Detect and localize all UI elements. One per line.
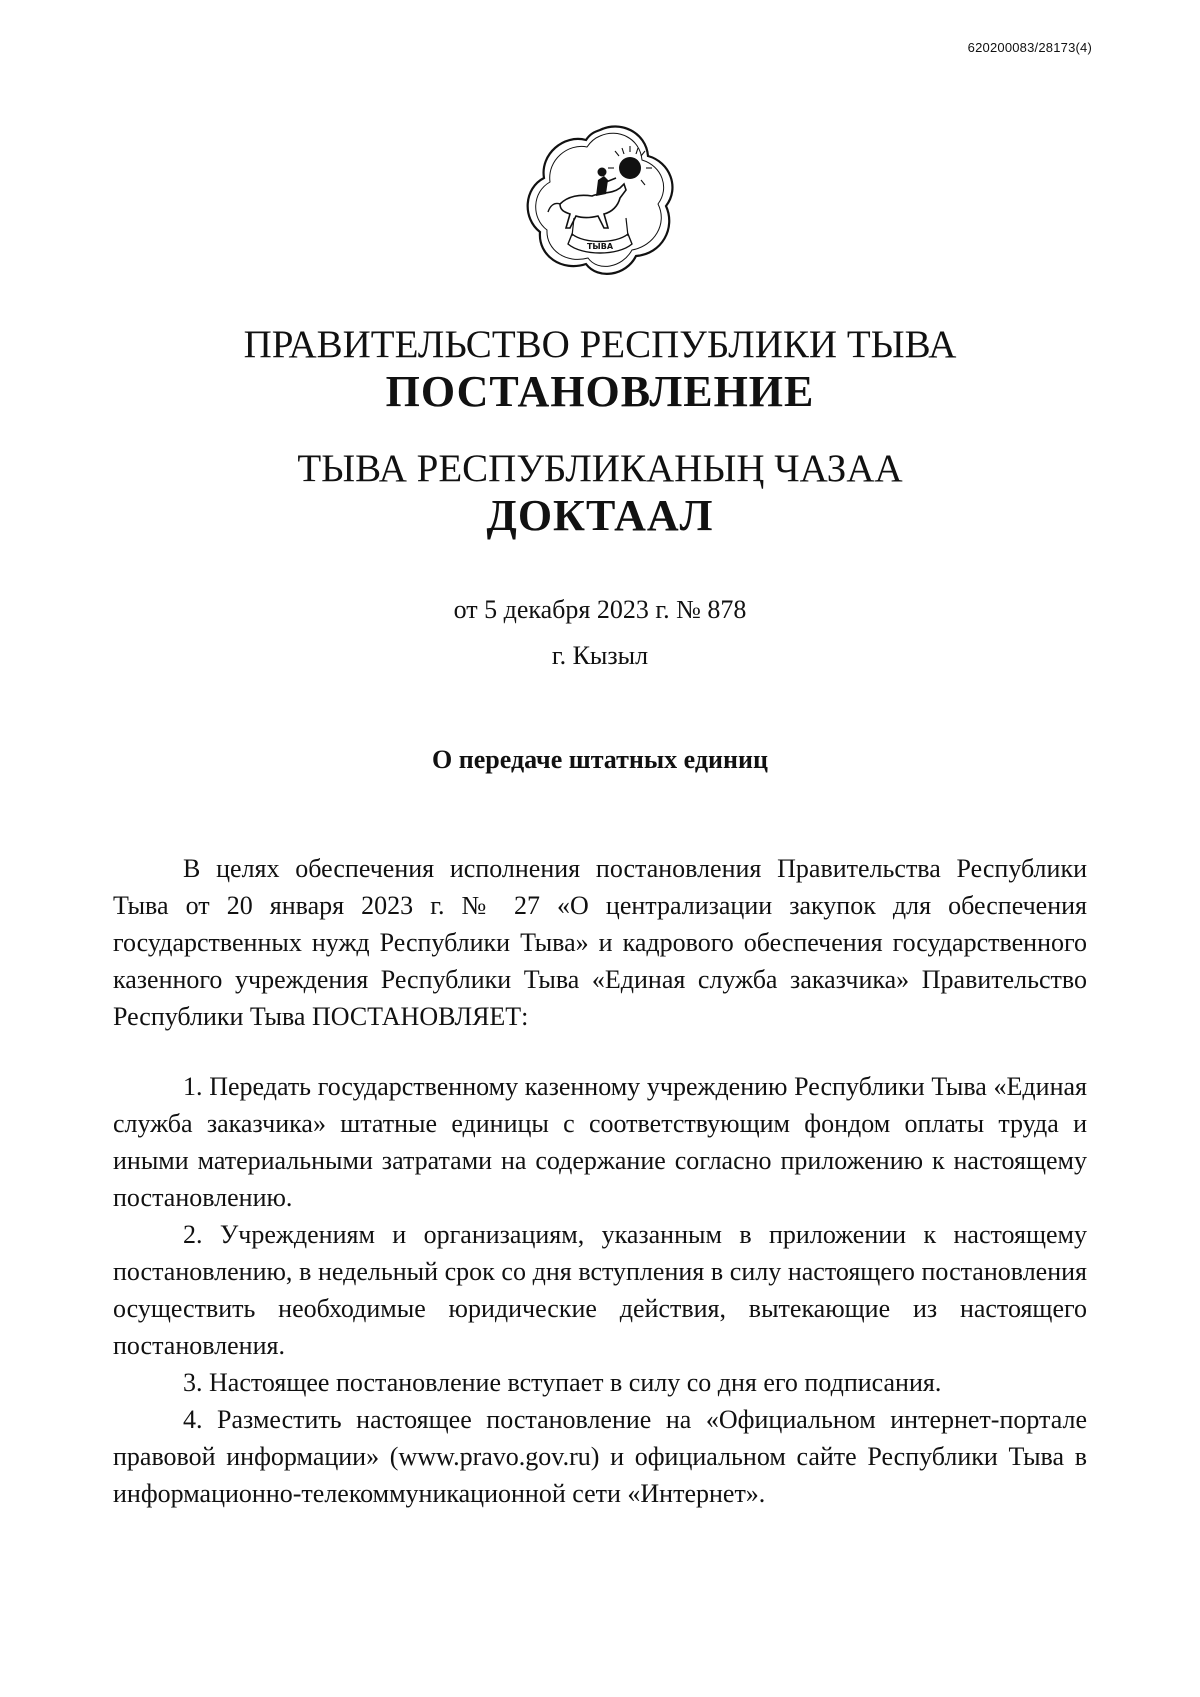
decree-type-title: ПОСТАНОВЛЕНИЕ bbox=[385, 367, 815, 416]
emblem-ribbon-text: ТЫВА bbox=[586, 242, 614, 251]
government-title: ПРАВИТЕЛЬСТВО РЕСПУБЛИКИ ТЫВА bbox=[243, 323, 957, 366]
decree-type-title-tuvan: ДОКТААЛ bbox=[486, 491, 714, 540]
decree-city: г. Кызыл bbox=[551, 641, 649, 670]
decree-item-1: 1. Передать государственному казенному учреждению Республики Тыва «Единая служба заказчика» штатные единицы с соответствующим фондом оплаты труда и иными материальными затратами на содержание согласно приложению к настоящему постановлению. bbox=[113, 1072, 1087, 1212]
document-registration-number: 620200083/28173(4) bbox=[967, 40, 1092, 55]
decree-item-4: 4. Разместить настоящее постановление на «Официальном интернет-портале правовой информации» (www.pravo.gov.ru) и официальном сайте Республики Тыва в информационно-телекоммуникационной сети «Интернет». bbox=[113, 1405, 1087, 1508]
decree-date-number: от 5 декабря 2023 г. № 878 bbox=[453, 595, 747, 624]
decree-item-3: 3. Настоящее постановление вступает в силу со дня его подписания. bbox=[183, 1368, 942, 1397]
document-subject: О передаче штатных единиц bbox=[432, 745, 768, 774]
government-title-tuvan: ТЫВА РЕСПУБЛИКАНЫҢ ЧАЗАА bbox=[297, 447, 903, 490]
preamble-paragraph: В целях обеспечения исполнения постановления Правительства Республики Тыва от 20 января 2023 г. № 27 «О централизации закупок для обеспечения государственных нужд Республики Тыва» и кадрового обеспечения государственного казенного учреждения Республики Тыва «Единая служба заказчика» Правительство Республики Тыва ПОСТАНОВЛЯЕТ: bbox=[113, 854, 1087, 1031]
decree-item-2: 2. Учреждениям и организациям, указанным в приложении к настоящему постановлению, в недельный срок со дня вступления в силу настоящего постановления осуществить необходимые юридические действия, вытекающие из настоящего постановления. bbox=[113, 1220, 1087, 1360]
tuva-coat-of-arms-emblem bbox=[520, 118, 680, 278]
